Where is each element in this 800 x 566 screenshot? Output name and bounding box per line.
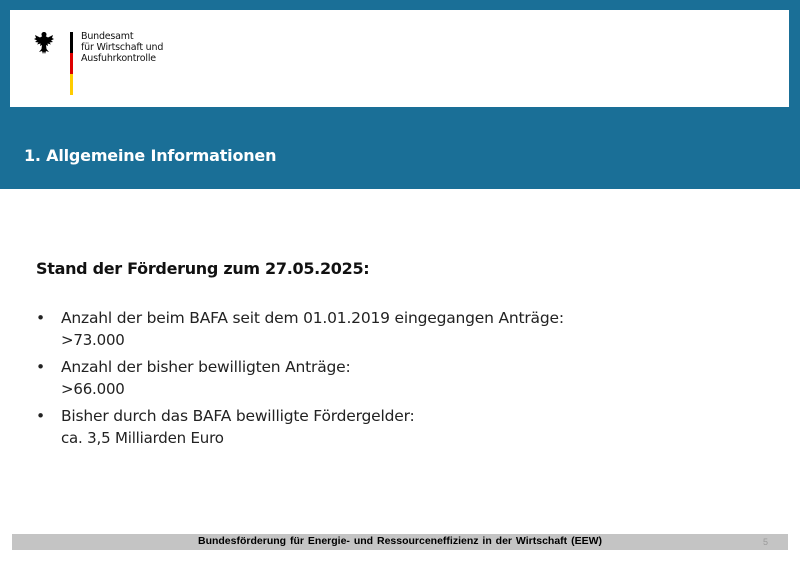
bullet-icon: • — [36, 407, 45, 425]
list-item — [36, 405, 564, 449]
footer-bar — [12, 534, 788, 550]
list-item-label: Bisher durch das BAFA bewilligte Fördergelder: — [61, 407, 415, 425]
list-item-label: Anzahl der beim BAFA seit dem 01.01.2019 eingegangen Anträge: — [61, 309, 564, 327]
list-item — [36, 307, 564, 351]
list-item-value: >73.000 — [61, 331, 125, 349]
list-item — [36, 356, 564, 400]
german-flag-bar — [70, 32, 73, 95]
list-item-value: >66.000 — [61, 380, 125, 398]
footer-title: Bundesförderung für Energie- und Ressourceneffizienz in der Wirtschaft (EEW) — [197, 535, 603, 547]
content-area — [0, 189, 800, 566]
org-name-line-1: Bundesamt — [81, 31, 134, 42]
list-item-label: Anzahl der bisher bewilligten Anträge: — [61, 358, 351, 376]
org-name-line-2: für Wirtschaft und — [81, 42, 164, 53]
section-title: 1. Allgemeine Informationen — [24, 146, 277, 165]
status-heading: Stand der Förderung zum 27.05.2025: — [36, 259, 370, 278]
statistics-list — [36, 307, 564, 454]
list-item-value: ca. 3,5 Milliarden Euro — [61, 429, 224, 447]
org-name-line-3: Ausfuhrkontrolle — [81, 53, 156, 64]
header-panel — [10, 10, 789, 107]
federal-eagle-logo — [33, 30, 55, 56]
bullet-icon: • — [36, 358, 45, 376]
bullet-icon: • — [36, 309, 45, 327]
organization-name — [81, 31, 163, 64]
page-number: 5 — [762, 537, 768, 547]
